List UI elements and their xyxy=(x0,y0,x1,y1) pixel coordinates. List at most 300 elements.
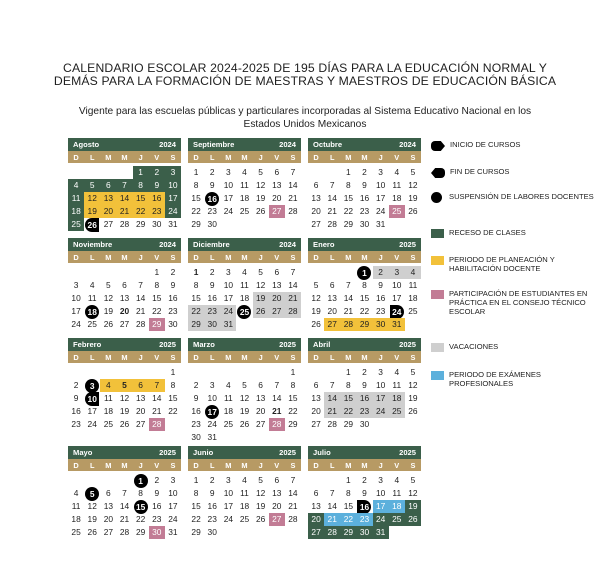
legend-item-inicio xyxy=(431,140,600,151)
page-subtitle: Vigente para las escuelas públicas y particulares incorporadas al Sistema Educativo Nacional en los Estados Unidos Mexicanos xyxy=(78,106,532,130)
day-cell: 17 xyxy=(223,501,234,511)
day-cell: 26 xyxy=(255,514,266,524)
weekday-label: J xyxy=(258,252,263,262)
month-name: Junio xyxy=(193,448,214,457)
day-cell: 7 xyxy=(346,280,351,290)
day-cell: 12 xyxy=(87,501,97,511)
day-cell: 15 xyxy=(152,293,162,303)
day-cell: 4 xyxy=(242,167,247,177)
day-cell: 14 xyxy=(116,192,132,205)
day-cell: 4 xyxy=(100,379,116,392)
day-cell: 1 xyxy=(346,367,351,377)
weekday-header xyxy=(308,151,421,163)
month-header xyxy=(188,138,301,151)
day-cell: 5 xyxy=(84,179,100,192)
day-cell: 8 xyxy=(346,488,351,498)
day-cell: 11 xyxy=(104,393,113,403)
day-cell: 10 xyxy=(223,280,234,290)
empty-day xyxy=(253,366,269,379)
legend-item-fin xyxy=(431,167,600,178)
month-septiembre xyxy=(188,138,301,231)
day-cell: 28 xyxy=(288,206,298,216)
empty-day xyxy=(100,366,116,379)
weekday-header xyxy=(308,351,421,363)
day-cell: 31 xyxy=(168,527,178,537)
weekday-label: V xyxy=(274,152,280,162)
day-cell: 22 xyxy=(359,306,370,316)
day-cell: 30 xyxy=(191,432,201,442)
day-cell: 18 xyxy=(392,193,402,203)
day-cell: 27 xyxy=(269,305,285,318)
weekday-label: M xyxy=(345,152,352,162)
day-cell: 30 xyxy=(356,526,372,539)
day-cell: 19 xyxy=(408,393,418,403)
day-cell: 9 xyxy=(378,280,383,290)
weekday-label: S xyxy=(170,152,176,162)
empty-day xyxy=(68,366,84,379)
day-cell: 31 xyxy=(220,318,236,331)
day-cell: 20 xyxy=(272,501,282,511)
day-cell: 24 xyxy=(168,514,178,524)
day-cell: 30 xyxy=(168,319,178,329)
day-cell: 11 xyxy=(408,280,418,290)
day-cell: 4 xyxy=(242,475,247,485)
legend-label: FIN DE CURSOS xyxy=(450,167,510,176)
weekday-label: M xyxy=(361,152,368,162)
weekday-label: V xyxy=(394,152,400,162)
day-cell: 16 xyxy=(191,406,201,416)
day-cell: 30 xyxy=(204,318,220,331)
day-cell: 24 xyxy=(223,514,234,524)
day-cell: 31 xyxy=(389,318,405,331)
day-cell: 28 xyxy=(149,418,165,431)
day-cell: 21 xyxy=(119,514,130,524)
weekday-header xyxy=(188,459,301,471)
day-cell: 16 xyxy=(356,392,372,405)
day-cell: 20 xyxy=(308,513,324,526)
day-cell: 27 xyxy=(324,318,340,331)
month-name: Julio xyxy=(313,448,331,457)
empty-day xyxy=(308,366,324,379)
weekday-label: V xyxy=(274,252,280,262)
weekday-label: M xyxy=(121,460,128,470)
day-cell: 26 xyxy=(255,206,266,216)
day-cell: 24 xyxy=(375,206,386,216)
weekday-label: V xyxy=(154,252,160,262)
day-cell: 22 xyxy=(191,514,201,524)
weekday-label: M xyxy=(345,352,352,362)
day-cell: 28 xyxy=(288,514,298,524)
legend-label: VACACIONES xyxy=(449,342,499,351)
day-cell: 6 xyxy=(313,180,319,190)
weekday-label: D xyxy=(313,252,319,262)
day-cell: 9 xyxy=(193,393,199,403)
day-cell: 1 xyxy=(154,267,160,277)
day-cell: 15 xyxy=(343,501,354,511)
weekday-label: J xyxy=(258,152,263,162)
day-cell: 28 xyxy=(119,527,130,537)
day-cell: 17 xyxy=(204,405,220,418)
day-cell: 9 xyxy=(362,488,367,498)
weekday-label: S xyxy=(410,152,416,162)
month-header xyxy=(308,138,421,151)
month-name: Febrero xyxy=(73,340,102,349)
month-julio xyxy=(308,446,421,539)
weekday-label: V xyxy=(394,352,400,362)
day-grid xyxy=(308,166,421,231)
legend-swatch xyxy=(431,290,444,299)
weekday-header xyxy=(188,351,301,363)
month-agosto xyxy=(68,138,181,231)
legend-item-practica xyxy=(431,289,599,317)
day-cell: 3 xyxy=(165,166,181,179)
weekday-label: M xyxy=(241,152,248,162)
day-cell: 8 xyxy=(154,280,160,290)
day-cell: 16 xyxy=(149,192,165,205)
empty-day xyxy=(116,474,132,487)
weekday-label: S xyxy=(410,252,416,262)
legend-label: PARTICIPACIÓN DE ESTUDIANTES EN PRÁCTICA EN EL CONSEJO TÉCNICO ESCOLAR xyxy=(449,289,588,317)
month-year: 2025 xyxy=(279,448,296,457)
legend-item-circle xyxy=(431,192,599,203)
day-cell: 12 xyxy=(408,180,418,190)
day-cell: 2 xyxy=(362,167,367,177)
day-cell: 23 xyxy=(375,306,386,316)
legend-item-examenes xyxy=(431,370,599,388)
weekday-label: J xyxy=(138,460,143,470)
day-cell: 7 xyxy=(290,475,296,485)
day-cell: 9 xyxy=(73,393,79,403)
weekday-label: M xyxy=(121,152,128,162)
day-cell: 15 xyxy=(133,500,149,513)
empty-day xyxy=(68,266,84,279)
month-year: 2024 xyxy=(159,140,176,149)
weekday-label: D xyxy=(193,252,199,262)
empty-day xyxy=(100,166,116,179)
day-cell: 25 xyxy=(389,205,405,218)
day-cell: 1 xyxy=(290,367,296,377)
weekday-label: M xyxy=(121,252,128,262)
month-name: Octubre xyxy=(313,140,343,149)
weekday-label: L xyxy=(209,460,215,470)
day-cell: 17 xyxy=(373,500,389,513)
legend-label: RECESO DE CLASES xyxy=(449,228,526,237)
day-cell: 1 xyxy=(133,474,149,487)
day-cell: 13 xyxy=(272,488,282,498)
day-cell: 7 xyxy=(290,267,296,277)
day-cell: 20 xyxy=(255,406,266,416)
day-grid xyxy=(188,166,301,231)
day-cell: 13 xyxy=(311,501,321,511)
legend-item-planeacion xyxy=(431,255,599,273)
day-cell: 29 xyxy=(343,219,354,229)
month-year: 2024 xyxy=(399,140,416,149)
weekday-label: D xyxy=(193,460,199,470)
day-cell: 3 xyxy=(389,266,405,279)
day-cell: 20 xyxy=(100,205,116,218)
weekday-label: M xyxy=(225,252,232,262)
empty-day xyxy=(324,474,340,487)
weekday-label: J xyxy=(138,152,143,162)
weekday-label: S xyxy=(170,460,176,470)
day-cell: 12 xyxy=(255,180,266,190)
weekday-label: L xyxy=(209,252,215,262)
day-cell: 29 xyxy=(135,527,146,537)
day-cell: 8 xyxy=(346,180,351,190)
page-title: CALENDARIO ESCOLAR 2024-2025 DE 195 DÍAS PARA LA EDUCACIÓN NORMAL Y DEMÁS PARA LA FORMACIÓN DE MAESTRAS Y MAESTROS DE EDUCACIÓN BÁSICA xyxy=(53,61,557,89)
day-cell: 29 xyxy=(191,527,201,537)
day-cell: 6 xyxy=(313,380,319,390)
day-cell: 23 xyxy=(149,205,165,218)
day-cell: 24 xyxy=(207,419,217,429)
day-cell: 12 xyxy=(103,293,114,303)
day-cell: 18 xyxy=(239,193,250,203)
day-cell: 30 xyxy=(359,219,370,229)
day-cell: 5 xyxy=(106,280,111,290)
day-cell: 27 xyxy=(269,513,285,526)
day-cell: 4 xyxy=(73,488,79,498)
day-cell: 10 xyxy=(392,280,402,290)
day-cell: 4 xyxy=(405,266,421,279)
day-cell: 9 xyxy=(362,180,367,190)
day-cell: 31 xyxy=(207,432,217,442)
weekday-label: D xyxy=(193,152,199,162)
day-cell: 2 xyxy=(149,166,165,179)
day-cell: 13 xyxy=(103,501,114,511)
day-cell: 20 xyxy=(119,306,130,316)
day-cell: 27 xyxy=(119,319,130,329)
empty-day xyxy=(204,366,220,379)
day-cell: 4 xyxy=(89,280,95,290)
day-cell: 25 xyxy=(236,305,252,318)
day-cell: 8 xyxy=(290,380,296,390)
day-cell: 20 xyxy=(311,406,321,416)
day-cell: 3 xyxy=(226,167,231,177)
day-cell: 26 xyxy=(119,419,130,429)
day-cell: 18 xyxy=(389,392,405,405)
weekday-label: S xyxy=(290,152,296,162)
day-cell: 8 xyxy=(170,380,176,390)
month-year: 2025 xyxy=(399,340,416,349)
weekday-header xyxy=(308,251,421,263)
day-cell: 24 xyxy=(389,305,405,318)
day-cell: 5 xyxy=(84,487,100,500)
day-cell: 7 xyxy=(329,380,335,390)
day-cell: 14 xyxy=(324,392,340,405)
day-cell: 19 xyxy=(119,406,130,416)
day-cell: 20 xyxy=(327,306,337,316)
day-cell: 11 xyxy=(392,180,402,190)
empty-day xyxy=(269,366,285,379)
day-cell: 15 xyxy=(133,192,149,205)
day-cell: 22 xyxy=(188,305,204,318)
day-cell: 27 xyxy=(103,527,114,537)
day-cell: 29 xyxy=(288,419,298,429)
day-cell: 10 xyxy=(375,180,386,190)
day-cell: 7 xyxy=(290,167,296,177)
weekday-header xyxy=(188,151,301,163)
day-cell: 1 xyxy=(356,266,372,279)
day-cell: 4 xyxy=(394,167,400,177)
day-cell: 22 xyxy=(135,514,146,524)
day-cell: 19 xyxy=(255,193,266,203)
weekday-label: L xyxy=(329,460,335,470)
day-grid xyxy=(68,266,181,331)
month-header xyxy=(68,446,181,459)
month-octubre xyxy=(308,138,421,231)
day-cell: 9 xyxy=(209,488,215,498)
month-name: Septiembre xyxy=(193,140,235,149)
day-cell: 29 xyxy=(191,219,201,229)
month-febrero xyxy=(68,338,181,431)
day-cell: 29 xyxy=(343,419,354,429)
day-cell: 30 xyxy=(149,526,165,539)
day-cell: 14 xyxy=(135,293,146,303)
day-cell: 21 xyxy=(272,406,282,416)
day-cell: 7 xyxy=(274,380,280,390)
weekday-label: V xyxy=(274,352,280,362)
day-cell: 25 xyxy=(223,419,234,429)
day-cell: 21 xyxy=(343,306,354,316)
day-cell: 15 xyxy=(359,293,370,303)
day-cell: 21 xyxy=(285,292,301,305)
day-cell: 10 xyxy=(375,380,386,390)
day-cell: 8 xyxy=(193,488,199,498)
day-cell: 21 xyxy=(327,206,337,216)
day-cell: 23 xyxy=(356,513,372,526)
day-cell: 18 xyxy=(389,500,405,513)
day-cell: 14 xyxy=(343,293,354,303)
day-cell: 13 xyxy=(135,393,146,403)
empty-day xyxy=(308,166,324,179)
month-header xyxy=(68,238,181,251)
empty-day xyxy=(116,266,132,279)
day-cell: 10 xyxy=(165,179,181,192)
day-cell: 16 xyxy=(359,193,370,203)
day-cell: 16 xyxy=(204,192,220,205)
day-cell: 28 xyxy=(324,526,340,539)
weekday-label: M xyxy=(105,152,112,162)
day-cell: 7 xyxy=(149,379,165,392)
day-cell: 7 xyxy=(122,488,127,498)
day-cell: 17 xyxy=(87,406,97,416)
day-cell: 2 xyxy=(170,267,176,277)
day-cell: 22 xyxy=(133,205,149,218)
day-cell: 13 xyxy=(311,393,321,403)
day-cell: 13 xyxy=(119,293,130,303)
day-cell: 23 xyxy=(168,306,178,316)
month-header xyxy=(308,338,421,351)
weekday-label: D xyxy=(313,352,319,362)
empty-day xyxy=(116,166,132,179)
day-cell: 26 xyxy=(311,319,321,329)
weekday-label: J xyxy=(138,252,143,262)
month-mayo xyxy=(68,446,181,539)
day-cell: 4 xyxy=(226,380,231,390)
weekday-label: S xyxy=(290,352,296,362)
day-cell: 21 xyxy=(152,406,162,416)
empty-day xyxy=(308,266,324,279)
legend-swatch xyxy=(431,168,445,178)
day-cell: 23 xyxy=(359,206,370,216)
weekday-label: M xyxy=(345,252,352,262)
day-cell: 10 xyxy=(375,488,386,498)
weekday-label: J xyxy=(138,352,143,362)
legend-swatch xyxy=(431,141,445,151)
day-cell: 2 xyxy=(209,167,215,177)
day-cell: 3 xyxy=(209,380,215,390)
empty-day xyxy=(84,266,100,279)
day-cell: 29 xyxy=(340,526,356,539)
day-cell: 18 xyxy=(103,406,114,416)
day-cell: 13 xyxy=(100,192,116,205)
day-cell: 11 xyxy=(240,488,249,498)
day-cell: 8 xyxy=(193,280,199,290)
day-cell: 8 xyxy=(193,180,199,190)
day-cell: 15 xyxy=(191,501,201,511)
day-cell: 25 xyxy=(389,513,405,526)
day-cell: 26 xyxy=(408,206,418,216)
day-cell: 18 xyxy=(239,501,250,511)
weekday-label: L xyxy=(89,152,95,162)
day-cell: 5 xyxy=(313,280,319,290)
weekday-label: J xyxy=(258,460,263,470)
weekday-label: M xyxy=(361,352,368,362)
day-cell: 25 xyxy=(389,405,405,418)
day-cell: 18 xyxy=(239,293,250,303)
day-cell: 5 xyxy=(116,379,132,392)
legend-swatch xyxy=(431,192,442,203)
day-cell: 18 xyxy=(71,514,81,524)
day-cell: 18 xyxy=(223,406,234,416)
day-cell: 1 xyxy=(193,167,199,177)
day-cell: 2 xyxy=(362,367,367,377)
weekday-label: D xyxy=(73,352,79,362)
day-cell: 8 xyxy=(346,380,351,390)
day-cell: 10 xyxy=(71,293,81,303)
weekday-label: J xyxy=(258,352,263,362)
legend-item-vacaciones xyxy=(431,342,599,352)
empty-day xyxy=(324,166,340,179)
day-cell: 22 xyxy=(340,405,356,418)
month-junio xyxy=(188,446,301,539)
day-cell: 7 xyxy=(329,488,335,498)
day-cell: 14 xyxy=(288,180,298,190)
day-cell: 11 xyxy=(240,280,249,290)
day-cell: 28 xyxy=(327,219,337,229)
day-cell: 3 xyxy=(226,475,231,485)
day-cell: 12 xyxy=(311,293,321,303)
day-cell: 27 xyxy=(311,419,321,429)
month-name: Mayo xyxy=(73,448,93,457)
weekday-label: L xyxy=(89,460,95,470)
day-cell: 9 xyxy=(154,488,160,498)
day-cell: 17 xyxy=(375,193,386,203)
day-cell: 21 xyxy=(116,205,132,218)
day-cell: 21 xyxy=(288,193,298,203)
legend-item-receso xyxy=(431,228,599,238)
day-cell: 19 xyxy=(255,501,266,511)
month-name: Noviembre xyxy=(73,240,113,249)
day-cell: 23 xyxy=(207,206,217,216)
month-name: Enero xyxy=(313,240,335,249)
day-cell: 26 xyxy=(253,305,269,318)
day-cell: 26 xyxy=(408,406,418,416)
day-cell: 2 xyxy=(154,475,160,485)
day-cell: 30 xyxy=(359,419,370,429)
weekday-label: M xyxy=(225,460,232,470)
month-year: 2025 xyxy=(279,340,296,349)
